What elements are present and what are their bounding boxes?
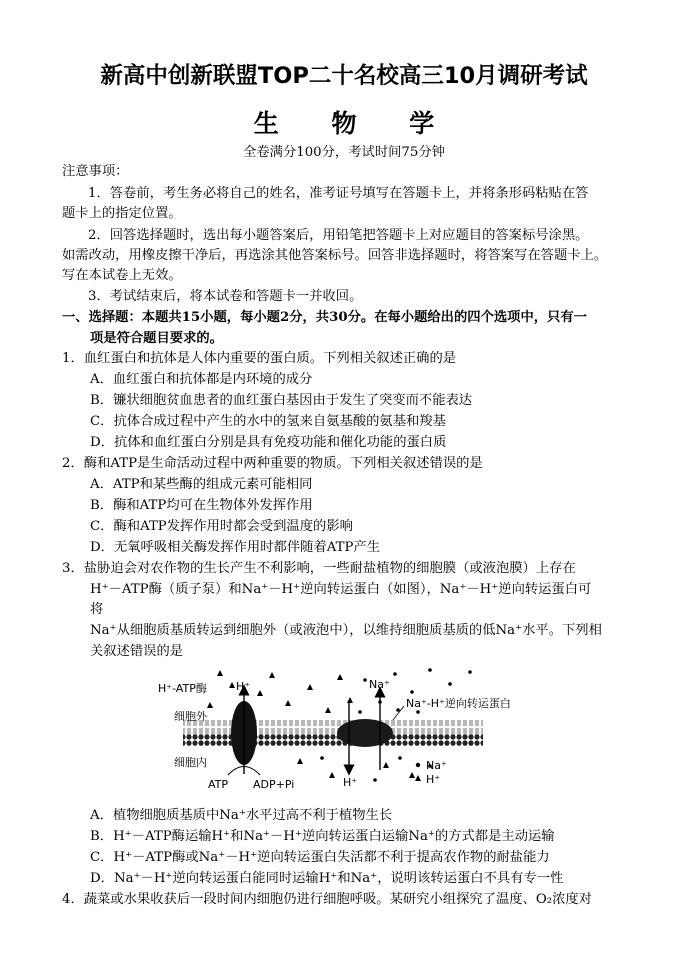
label-h-bottom: H⁺ — [343, 776, 358, 789]
option: C．抗体合成过程中产生的水中的氢来自氨基酸的氨基和羧基 — [90, 414, 446, 429]
option: D．无氧呼吸相关酶发挥作用时都伴随着ATP产生 — [90, 540, 380, 555]
legend-na-dot — [416, 763, 420, 767]
option: A．血红蛋白和抗体都是内环境的成分 — [90, 372, 313, 387]
question-stem: Na⁺从细胞质基质转运到细胞外（或液泡中），以维持细胞质基质的低Na⁺水平。下列相 — [90, 623, 602, 638]
section-heading: 一、选择题：本题共15小题，每小题2分，共30分。在每小题给出的四个选项中，只有一 — [62, 310, 587, 325]
label-atp: ATP — [208, 778, 229, 791]
question-stem: 2．酶和ATP是生命活动过程中两种重要的物质。下列相关叙述错误的是 — [62, 456, 483, 471]
option: D．Na⁺－H⁺逆向转运蛋白能同时运输H⁺和Na⁺，说明该转运蛋白不具有专一性 — [90, 871, 564, 886]
question-stem: 4．蔬菜或水果收获后一段时间内细胞仍进行细胞呼吸。某研究小组探究了温度、O₂浓度对 — [62, 892, 592, 907]
legend-na: Na⁺ — [426, 759, 447, 772]
membrane-transport-figure — [150, 662, 590, 797]
note-line: 写在本试卷上无效。 — [62, 268, 182, 283]
note-line: 如需改动，用橡皮擦干净后，再选涂其他答案标号。回答非选择题时，将答案写在答题卡上。 — [62, 248, 608, 263]
inside-particles — [297, 756, 432, 782]
label-pump: H⁺-ATP酶 — [158, 682, 207, 695]
phospholipid-bilayer — [183, 720, 483, 746]
note-line: 2．回答选择题时，选出每小题答案后，用铅笔把答题卡上对应题目的答案标号涂黑。 — [88, 228, 589, 243]
label-outside: 细胞外 — [174, 710, 207, 723]
section-heading: 项是符合题目要求的。 — [90, 331, 223, 346]
option: A．ATP和某些酶的组成元素可能相同 — [90, 477, 313, 492]
label-na-top: Na⁺ — [369, 678, 390, 691]
option: C．H⁺－ATP酶或Na⁺－H⁺逆向转运蛋白失活都不利于提高农作物的耐盐能力 — [90, 850, 550, 865]
label-inside: 细胞内 — [174, 756, 207, 769]
legend-h-triangle — [415, 775, 421, 781]
note-line: 1．答卷前，考生务必将自己的姓名，准考证号填写在答题卡上，并将条形码粘贴在答 — [88, 186, 589, 201]
question-stem: H⁺－ATP酶（质子泵）和Na⁺－H⁺逆向转运蛋白（如图），Na⁺－H⁺逆向转运蛋白可 — [90, 582, 592, 597]
note-line: 3．考试结束后，将本试卷和答题卡一并收回。 — [88, 289, 363, 304]
question-stem: 3．盐胁迫会对农作物的生长产生不利影响，一些耐盐植物的细胞膜（或液泡膜）上存在 — [62, 561, 576, 576]
question-stem: 关叙述错误的是 — [90, 644, 184, 659]
question-stem: 1．血红蛋白和抗体是人体内重要的蛋白质。下列相关叙述正确的是 — [62, 351, 457, 366]
option: A．植物细胞质基质中Na⁺水平过高不利于植物生长 — [90, 808, 393, 823]
option: B．镰状细胞贫血患者的血红蛋白基因由于发生了突变而不能表达 — [90, 393, 473, 408]
callout-line — [393, 706, 404, 720]
notes-heading: 注意事项： — [62, 164, 129, 179]
note-line: 题卡上的指定位置。 — [62, 206, 182, 221]
exam-info: 全卷满分100分，考试时间75分钟 — [243, 145, 445, 160]
question-stem: 将 — [90, 602, 104, 617]
option: D．抗体和血红蛋白分别是具有免疫功能和催化功能的蛋白质 — [90, 435, 447, 450]
antiporter-protein — [337, 719, 393, 747]
label-adp: ADP+Pi — [253, 778, 295, 791]
option: B．H⁺－ATP酶运输H⁺和Na⁺－H⁺逆向转运蛋白运输Na⁺的方式都是主动运输 — [90, 829, 555, 844]
option: C．酶和ATP发挥作用时都会受到温度的影响 — [90, 519, 353, 534]
exam-title: 新高中创新联盟TOP二十名校高三10月调研考试 — [100, 63, 588, 89]
label-h-top: H⁺ — [236, 680, 251, 693]
legend-h: H⁺ — [426, 773, 441, 786]
option: B．酶和ATP均可在生物体外发挥作用 — [90, 498, 313, 513]
subject-title: 生 物 学 — [253, 109, 457, 138]
label-antiporter: Na⁺-H⁺逆向转运蛋白 — [406, 697, 511, 710]
